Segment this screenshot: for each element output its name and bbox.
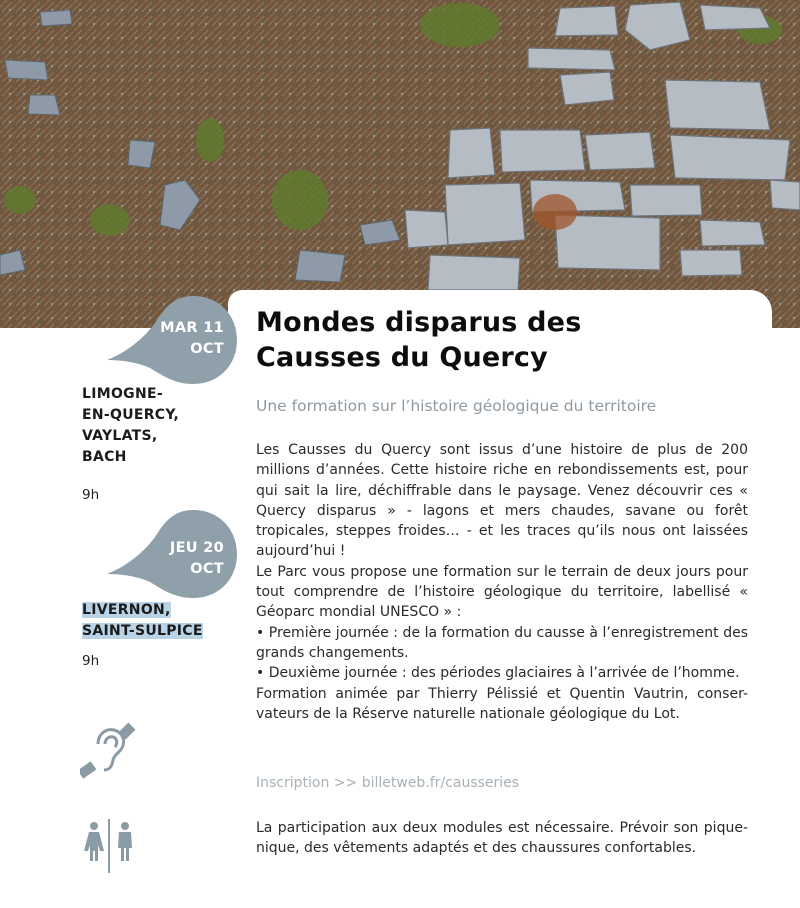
event-place (82, 600, 203, 642)
article-subtitle: Une formation sur l’histoire géologique du territoire (256, 397, 657, 415)
header-photo (0, 0, 800, 328)
aerial-landscape-image (0, 0, 800, 328)
event-place (82, 384, 179, 468)
place-line: SAINT-SULPICE (82, 623, 203, 639)
participation-note: La participation aux deux modules est nécessaire. Prévoir son pique-nique, des vêtements adaptés et des chaussures confortables. (256, 820, 748, 857)
event-time: 9h (82, 653, 100, 669)
event-date-month: OCT (190, 341, 224, 357)
place-line: BACH (82, 449, 127, 465)
place-line: VAYLATS, (82, 428, 158, 444)
place-line: EN-QUERCY, (82, 407, 180, 423)
restroom-icon (82, 817, 138, 879)
date-bubble (105, 294, 238, 386)
article-title (256, 305, 581, 375)
title-line: Causses du Quercy (256, 342, 548, 373)
hearing-loop-icon (80, 722, 138, 784)
paragraph-formation: Le Parc vous propose une formation sur le terrain de deux jours pour tout comprendre de l’histoire géologique du territoire, labellisé « Géoparc mondial UNESCO » : (256, 563, 748, 621)
title-line: Mondes disparus des (256, 307, 582, 338)
registration-link[interactable]: Inscription >> billetweb.fr/causseries (256, 775, 520, 791)
place-line: LIVERNON, (82, 602, 171, 618)
event-time: 9h (82, 487, 100, 503)
place-line: LIMOGNE- (82, 386, 163, 402)
paragraph-intro: Les Causses du Quercy sont issus d’une histoire de plus de 200 millions d’années. Cette histoire riche en rebondissements est, pour qui sait la lire, déchiffrable dans le paysage. Venez découvrir ces « Quercy disparus » - lagons et mers chaudes, savane ou forêt tropicales, steppes froides… - et les traces qu’ils nous ont laissées aujourd’hui ! (256, 442, 748, 560)
paragraph-day-two: • Deuxième journée : des périodes glaciaires à l’arrivée de l’homme. (256, 665, 740, 682)
paragraph-day-one: • Première journée : de la formation du causse à l’enregistrement des grands changements. (256, 624, 748, 661)
paragraph-trainers: Formation animée par Thierry Pélissié et Quentin Vautrin, conser-vateurs de la Réserve naturelle nationale géologique du Lot. (256, 685, 748, 722)
date-bubble (105, 508, 238, 600)
event-date-day: MAR 11 (160, 320, 224, 336)
article-body (256, 440, 748, 724)
event-date-month: OCT (190, 561, 224, 577)
event-date-day: JEU 20 (169, 540, 224, 556)
